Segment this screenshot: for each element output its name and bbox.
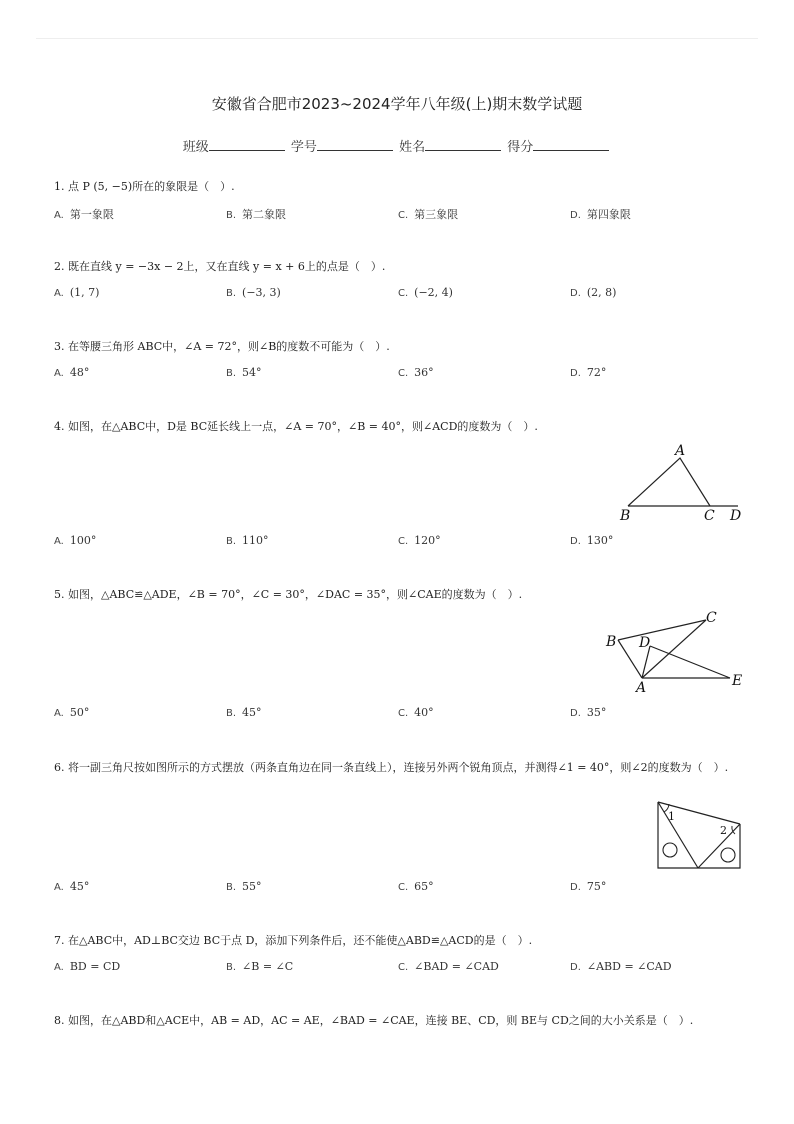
q4-option-d[interactable]: D. 130°	[570, 534, 614, 547]
question-2	[54, 258, 385, 275]
q2-option-a[interactable]: A. (1, 7)	[54, 286, 100, 299]
q6-option-d[interactable]: D. 75°	[570, 880, 607, 893]
q1-option-d[interactable]: D. 第四象限	[570, 208, 631, 221]
question-stem: 如图，在△ABD和△ACE中，AB = AD，AC = AE，∠BAD = ∠CAE，连接 BE、CD，则 BE与 CD之间的大小关系是（ ）.	[68, 1014, 694, 1027]
question-stem: 如图，△ABC≌△ADE，∠B = 70°，∠C = 30°，∠DAC = 35°，则∠CAE的度数为（ ）.	[68, 588, 523, 601]
student-id-blank[interactable]	[317, 138, 393, 151]
class-blank[interactable]	[209, 138, 285, 151]
question-stem: 在等腰三角形 ABC中，∠A = 72°，则∠B的度数不可能为（ ）.	[68, 340, 390, 353]
q5-option-a[interactable]: A. 50°	[54, 706, 90, 719]
q6-option-b[interactable]: B. 55°	[226, 880, 262, 893]
question-number: 2.	[54, 260, 65, 273]
label-a: A	[636, 680, 647, 696]
q6-option-a[interactable]: A. 45°	[54, 880, 90, 893]
q6-option-c[interactable]: C. 65°	[398, 880, 434, 893]
question-number: 1.	[54, 180, 65, 193]
question-3	[54, 338, 390, 355]
q3-option-a[interactable]: A. 48°	[54, 366, 90, 379]
name-label: 姓名	[399, 140, 426, 155]
score-label: 得分	[507, 140, 534, 155]
label-e: E	[732, 673, 743, 689]
question-stem: 将一副三角尺按如图所示的方式摆放（两条直角边在同一条直线上），连接另外两个锐角顶点，并测得∠1 = 40°，则∠2的度数为（ ）.	[68, 761, 729, 774]
label-b: B	[620, 508, 631, 524]
q1-option-c[interactable]: C. 第三象限	[398, 208, 459, 221]
question-8	[54, 1012, 744, 1029]
q7-option-b[interactable]: B. ∠B = ∠C	[226, 960, 294, 973]
q5-option-c[interactable]: C. 40°	[398, 706, 434, 719]
q2-option-c[interactable]: C. (−2, 4)	[398, 286, 453, 299]
angle-1-label: 1	[668, 810, 675, 823]
question-stem: 既在直线 y = −3x − 2上，又在直线 y = x + 6上的点是（ ）.	[68, 260, 386, 273]
student-id-label: 学号	[290, 140, 317, 155]
q1-option-b[interactable]: B. 第二象限	[226, 208, 287, 221]
question-6	[54, 759, 744, 776]
q4-option-b[interactable]: B. 110°	[226, 534, 269, 547]
label-d: D	[639, 635, 651, 651]
top-divider	[36, 38, 758, 39]
q2-option-b[interactable]: B. (−3, 3)	[226, 286, 281, 299]
label-a: A	[675, 443, 686, 459]
question-stem: 点 P (5, −5)所在的象限是（ ）.	[68, 180, 235, 193]
label-c: C	[704, 508, 715, 524]
question-5	[54, 586, 522, 603]
label-d: D	[730, 508, 742, 524]
question-stem: 在△ABC中，AD⊥BC交边 BC于点 D，添加下列条件后，还不能使△ABD≌△ACD的是（ ）.	[68, 934, 533, 947]
class-label: 班级	[182, 140, 209, 155]
q4-option-c[interactable]: C. 120°	[398, 534, 441, 547]
q5-option-d[interactable]: D. 35°	[570, 706, 607, 719]
q7-option-c[interactable]: C. ∠BAD = ∠CAD	[398, 960, 499, 973]
q4-option-a[interactable]: A. 100°	[54, 534, 97, 547]
question-number: 4.	[54, 420, 65, 433]
q3-option-d[interactable]: D. 72°	[570, 366, 607, 379]
q3-option-b[interactable]: B. 54°	[226, 366, 262, 379]
question-number: 3.	[54, 340, 65, 353]
page-title: 安徽省合肥市2023~2024学年八年级(上)期末数学试题	[211, 95, 583, 113]
angle-2-label: 2	[720, 824, 727, 837]
q5-option-b[interactable]: B. 45°	[226, 706, 262, 719]
question-7	[54, 932, 532, 949]
q2-option-d[interactable]: D. (2, 8)	[570, 286, 617, 299]
question-stem: 如图，在△ABC中，D是 BC延长线上一点，∠A = 70°，∠B = 40°，则∠ACD的度数为（ ）.	[68, 420, 538, 433]
label-b: B	[606, 634, 617, 650]
q7-option-d[interactable]: D. ∠ABD = ∠CAD	[570, 960, 672, 973]
student-info-line	[0, 136, 794, 155]
question-number: 7.	[54, 934, 65, 947]
q4-triangle-figure	[612, 440, 752, 524]
question-1	[54, 178, 235, 195]
q5-congruent-triangles-figure	[602, 606, 752, 696]
question-number: 8.	[54, 1014, 65, 1027]
q6-set-squares-figure	[652, 798, 746, 872]
question-number: 6.	[54, 761, 65, 774]
q7-option-a[interactable]: A. BD = CD	[54, 960, 121, 973]
score-blank[interactable]	[533, 138, 609, 151]
q1-option-a[interactable]: A. 第一象限	[54, 208, 114, 221]
name-blank[interactable]	[425, 138, 501, 151]
q3-option-c[interactable]: C. 36°	[398, 366, 434, 379]
label-c: C	[706, 610, 717, 626]
question-4	[54, 418, 538, 435]
question-number: 5.	[54, 588, 65, 601]
